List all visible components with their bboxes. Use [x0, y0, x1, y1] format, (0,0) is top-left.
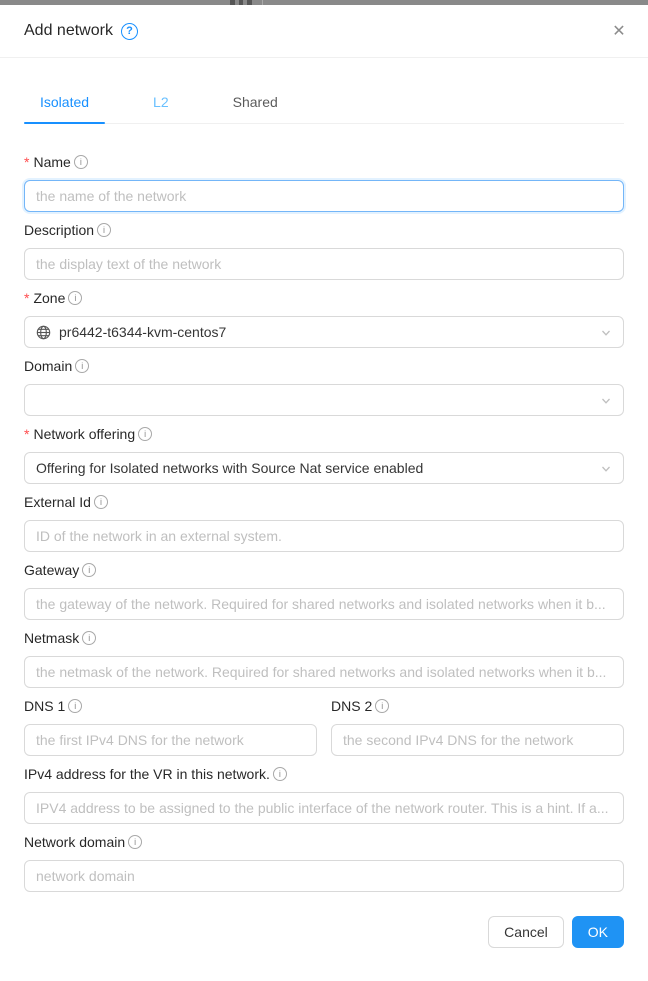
- info-icon[interactable]: i: [97, 223, 111, 237]
- info-icon[interactable]: i: [375, 699, 389, 713]
- zone-select[interactable]: [24, 316, 624, 348]
- info-icon[interactable]: i: [138, 427, 152, 441]
- info-icon[interactable]: i: [75, 359, 89, 373]
- field-dns2: [331, 698, 624, 756]
- info-icon[interactable]: i: [68, 291, 82, 305]
- modal-title: Add network: [24, 22, 113, 39]
- info-icon[interactable]: i: [94, 495, 108, 509]
- gateway-input[interactable]: [24, 588, 624, 620]
- help-icon[interactable]: ?: [121, 23, 138, 40]
- external-id-label: [24, 494, 624, 510]
- dns2-input[interactable]: [331, 724, 624, 756]
- field-name: [24, 154, 624, 212]
- field-dns1: [24, 698, 317, 756]
- netmask-label: [24, 630, 624, 646]
- tab-isolated[interactable]: Isolated: [24, 82, 105, 123]
- info-icon[interactable]: i: [74, 155, 88, 169]
- name-label: [24, 154, 624, 170]
- name-input[interactable]: [24, 180, 624, 212]
- chevron-down-icon: [600, 395, 612, 407]
- dns2-label-text: DNS 2: [331, 698, 373, 714]
- field-description: [24, 222, 624, 280]
- tab-shared[interactable]: Shared: [232, 94, 278, 110]
- network-offering-label-text: * Network offering: [33, 426, 136, 442]
- field-network-domain: [24, 834, 624, 892]
- network-domain-label: [24, 834, 624, 850]
- info-icon[interactable]: i: [82, 563, 96, 577]
- close-icon[interactable]: ✕: [606, 18, 632, 44]
- network-offering-select[interactable]: [24, 452, 624, 484]
- globe-icon: [36, 325, 51, 340]
- info-icon[interactable]: i: [128, 835, 142, 849]
- modal-footer: [24, 916, 624, 948]
- add-network-modal: [0, 5, 648, 981]
- field-external-id: [24, 494, 624, 552]
- field-domain: [24, 358, 624, 416]
- netmask-label-text: Netmask: [24, 630, 80, 646]
- name-label-text: * Name: [33, 154, 71, 170]
- dns2-label: [331, 698, 624, 714]
- vr-ipv4-input[interactable]: [24, 792, 624, 824]
- info-icon[interactable]: i: [273, 767, 287, 781]
- network-offering-select-value: Offering for Isolated networks with Source Nat service enabled: [36, 460, 424, 476]
- description-input[interactable]: [24, 248, 624, 280]
- modal-body: [0, 58, 648, 972]
- dns1-label: [24, 698, 317, 714]
- network-domain-label-text: Network domain: [24, 834, 126, 850]
- description-label-text: Description: [24, 222, 95, 238]
- ok-button[interactable]: OK: [572, 916, 624, 948]
- description-label: [24, 222, 624, 238]
- gateway-label-text: Gateway: [24, 562, 80, 578]
- modal-header: [0, 5, 648, 58]
- netmask-input[interactable]: [24, 656, 624, 688]
- dns1-input[interactable]: [24, 724, 317, 756]
- cancel-button[interactable]: Cancel: [488, 916, 564, 948]
- domain-select[interactable]: [24, 384, 624, 416]
- vr-ipv4-label: [24, 766, 624, 782]
- field-zone: [24, 290, 624, 348]
- field-netmask: [24, 630, 624, 688]
- field-vr-ipv4: [24, 766, 624, 824]
- tab-bar: [24, 82, 624, 124]
- domain-label-text: Domain: [24, 358, 73, 374]
- info-icon[interactable]: i: [82, 631, 96, 645]
- zone-label-text: * Zone: [33, 290, 66, 306]
- field-gateway: [24, 562, 624, 620]
- external-id-label-text: External Id: [24, 494, 91, 510]
- dns-row: [24, 698, 624, 766]
- gateway-label: [24, 562, 624, 578]
- external-id-input[interactable]: [24, 520, 624, 552]
- field-network-offering: [24, 426, 624, 484]
- dns1-label-text: DNS 1: [24, 698, 66, 714]
- zone-select-value: pr6442-t6344-kvm-centos7: [59, 324, 227, 340]
- network-domain-input[interactable]: [24, 860, 624, 892]
- chevron-down-icon: [600, 463, 612, 475]
- zone-label: [24, 290, 624, 306]
- vr-ipv4-label-text: IPv4 address for the VR in this network.: [24, 766, 270, 782]
- info-icon[interactable]: i: [68, 699, 82, 713]
- domain-label: [24, 358, 624, 374]
- tab-l2[interactable]: L2: [153, 94, 169, 110]
- chevron-down-icon: [600, 327, 612, 339]
- network-offering-label: [24, 426, 624, 442]
